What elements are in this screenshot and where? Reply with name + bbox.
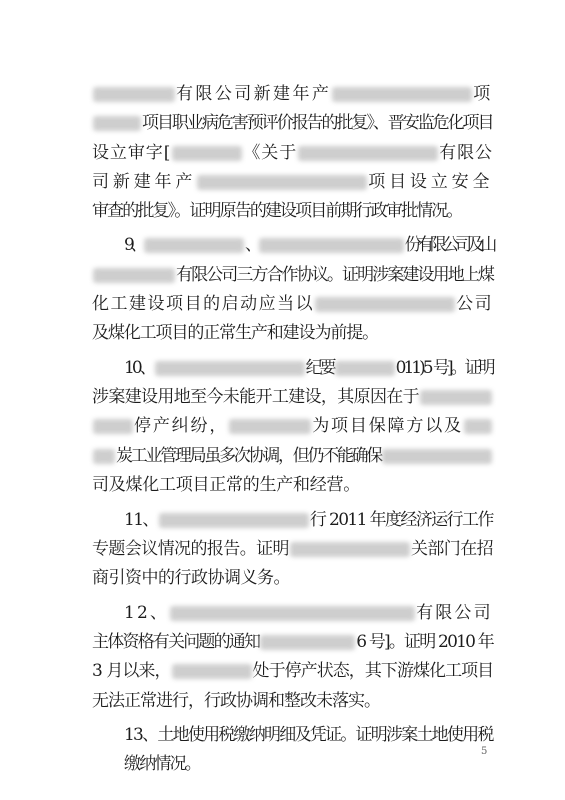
text-line xyxy=(92,111,493,135)
redacted-text xyxy=(382,449,492,464)
text-segment: 项目职业病危害预评价报告的批复》、晋安监危化项目 xyxy=(142,113,493,133)
text-segment: 3 月以来， xyxy=(92,661,171,681)
text-segment: 有限公司新建年产 xyxy=(176,84,332,104)
text-segment: 公司 xyxy=(456,294,494,314)
redacted-text xyxy=(298,146,438,161)
redacted-text xyxy=(144,238,244,253)
text-segment: 缴纳情况。 xyxy=(124,754,200,774)
redacted-text xyxy=(315,297,455,312)
redacted-text xyxy=(260,635,355,650)
text-segment: 设立审字[ xyxy=(92,143,172,163)
text-segment: 《关于 xyxy=(243,143,298,163)
redacted-text xyxy=(93,87,175,102)
text-segment: 13、土地使用税缴纳明细及凭证。证明涉案土地使用税 xyxy=(124,725,493,745)
redacted-text xyxy=(155,361,305,376)
text-segment: 行 2011 年度经济运行工作 xyxy=(309,510,493,530)
text-segment: 及煤化工项目的正常生产和建设为前提。 xyxy=(92,323,378,343)
text-line xyxy=(92,263,493,287)
text-segment: 项 xyxy=(473,84,493,104)
text-segment: 停产纠纷， xyxy=(134,416,229,436)
text-line xyxy=(124,233,493,257)
text-segment: 有限公司 xyxy=(416,603,493,623)
text-line xyxy=(92,82,493,106)
text-segment: 化工建设项目的启动应当以 xyxy=(92,294,315,314)
text-segment: 无法正常进行，行政协调和整改未落实。 xyxy=(92,691,380,711)
text-line xyxy=(124,356,493,380)
text-segment: 项目设立安全 xyxy=(368,172,494,192)
text-segment: 、 xyxy=(245,235,258,255)
redacted-text xyxy=(335,361,395,376)
redacted-text xyxy=(172,146,242,161)
text-line xyxy=(92,473,360,497)
text-segment: 关部门在招 xyxy=(410,539,494,559)
text-line xyxy=(92,566,290,590)
text-segment: 审查的批复》。证明原告的建设项目前期行政审批情况。 xyxy=(92,201,462,221)
text-line xyxy=(92,321,378,345)
text-line xyxy=(92,689,380,713)
text-line xyxy=(92,630,493,654)
redacted-text xyxy=(290,542,410,557)
text-line xyxy=(92,385,493,409)
text-segment: 司及煤化工项目正常的生产和经营。 xyxy=(92,475,360,495)
text-segment: 6 号]。证明 2010 年 xyxy=(356,632,493,652)
text-segment: 011)5 号]。证明 xyxy=(395,358,493,378)
text-segment: 9、 xyxy=(124,235,144,255)
redacted-text xyxy=(93,449,115,464)
text-line xyxy=(92,199,462,223)
text-line xyxy=(92,537,493,561)
text-line xyxy=(92,444,493,468)
page-number: 5 xyxy=(481,746,488,757)
redacted-text xyxy=(93,116,141,131)
text-line xyxy=(92,170,493,194)
redacted-text xyxy=(93,419,133,434)
text-segment: 有限公 xyxy=(439,143,493,163)
text-segment: 为项目保障方以及 xyxy=(312,416,463,436)
redacted-text xyxy=(420,390,492,405)
text-segment: 处于停产状态，其下游煤化工项目 xyxy=(252,661,494,681)
text-segment: 主体资格有关问题的通知 xyxy=(92,632,260,652)
text-segment: 份有限公司及山 xyxy=(404,235,493,255)
text-segment: 司新建年产 xyxy=(92,172,197,192)
text-segment: 商引资中的行政协调义务。 xyxy=(92,568,290,588)
redacted-text xyxy=(159,513,309,528)
text-line xyxy=(124,601,493,625)
redacted-text xyxy=(172,664,252,679)
text-line xyxy=(124,752,200,776)
text-segment: 12、 xyxy=(124,603,170,623)
text-segment: 有限公司三方合作协议。证明涉案建设用地上煤 xyxy=(176,265,493,285)
text-segment: 11、 xyxy=(124,510,158,530)
text-segment: 10、 xyxy=(124,358,154,378)
text-segment: 专题会议情况的报告。证明 xyxy=(92,539,289,559)
redacted-text xyxy=(170,606,415,621)
redacted-text xyxy=(229,419,311,434)
redacted-text xyxy=(197,175,367,190)
text-line xyxy=(92,659,493,683)
text-line xyxy=(92,414,493,438)
text-line xyxy=(92,292,493,316)
text-line xyxy=(124,508,493,532)
text-segment: 炭工业管理局虽多次协调，但仍不能确保 xyxy=(116,446,381,466)
text-segment: 纪要 xyxy=(305,358,334,378)
redacted-text xyxy=(332,87,472,102)
redacted-text xyxy=(464,419,492,434)
redacted-text xyxy=(259,238,404,253)
text-line xyxy=(92,141,493,165)
text-line xyxy=(124,723,493,747)
text-segment: 涉案建设用地至今未能开工建设，其原因在于 xyxy=(92,387,419,407)
redacted-text xyxy=(93,268,175,283)
